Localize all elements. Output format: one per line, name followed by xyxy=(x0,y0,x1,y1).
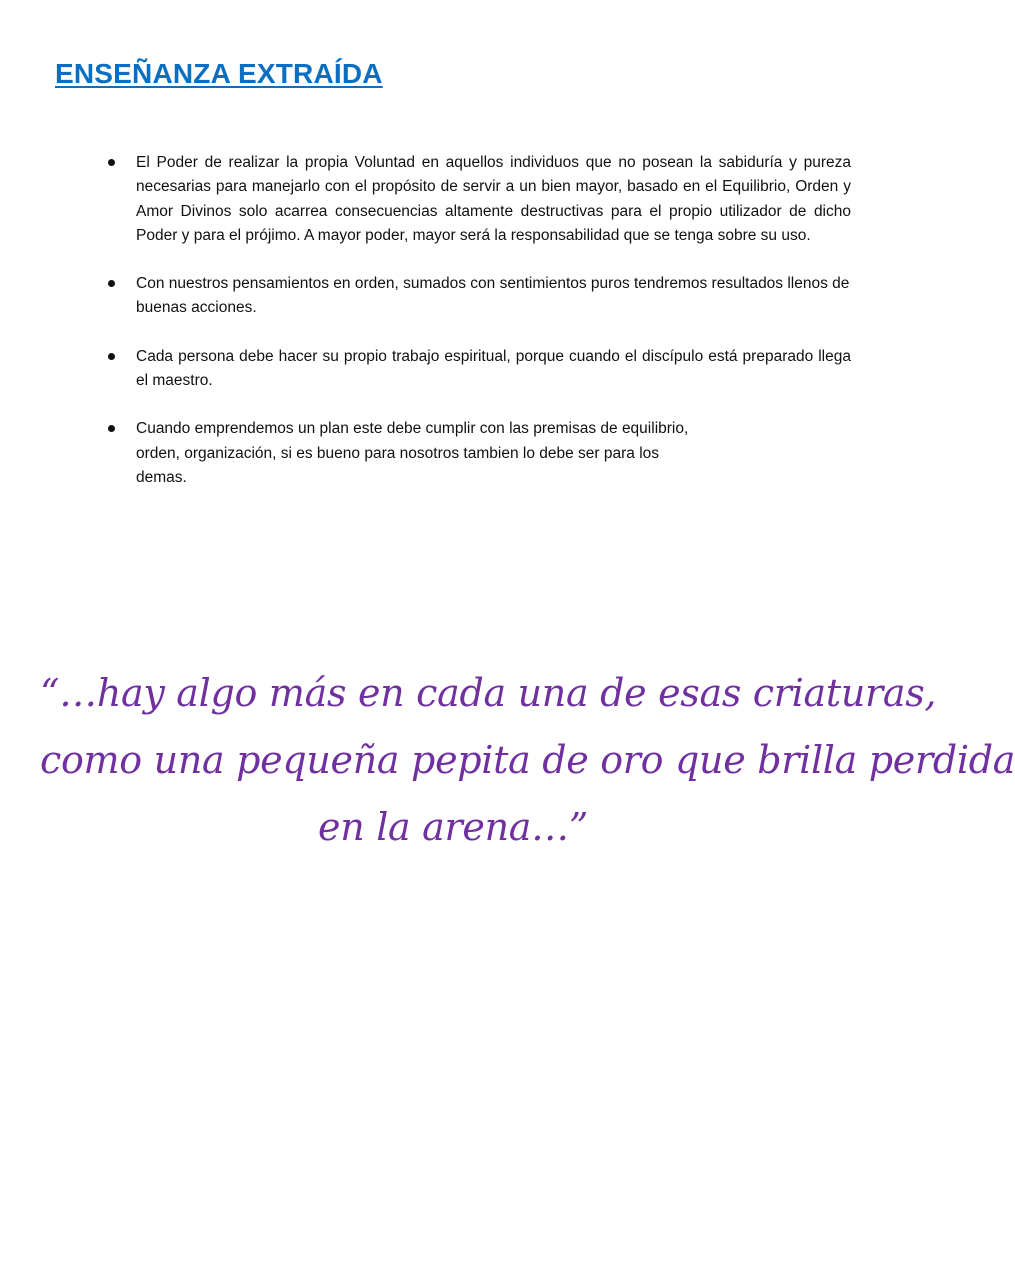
list-item xyxy=(0,272,906,321)
bullet-icon xyxy=(108,353,115,360)
list-item-text: El Poder de realizar la propia Voluntad en aquellos individuos que no posean la sabiduría y pureza necesarias para manejarlo con el propósito de servir a un bien mayor, basado en el Equilibrio, Orden y Amor Divinos solo acarrea consecuencias altamente destructivas para el propio utilizador de dicho Poder y para el prójimo. A mayor poder, mayor será la responsabilidad que se tenga sobre su uso. xyxy=(136,154,851,244)
list-item xyxy=(0,417,906,490)
quote-line: como una pequeña pepita de oro que brilla perdida xyxy=(40,738,1015,782)
bullet-icon xyxy=(108,425,115,432)
quote-line: “…hay algo más en cada una de esas criaturas, xyxy=(40,671,937,715)
list-item-line: demas. xyxy=(136,468,187,486)
quote-line: en la arena…” xyxy=(318,805,588,849)
lesson-bullet-list xyxy=(0,151,906,514)
bullet-icon xyxy=(108,280,115,287)
page-title: ENSEÑANZA EXTRAÍDA xyxy=(55,58,383,89)
list-item xyxy=(0,151,906,248)
list-item xyxy=(0,345,906,394)
list-item-text: Cada persona debe hacer su propio trabajo espiritual, porque cuando el discípulo está preparado llega el maestro. xyxy=(136,347,851,390)
bullet-icon xyxy=(108,159,115,166)
list-item-text: Con nuestros pensamientos en orden, sumados con sentimientos puros tendremos resultados llenos de buenas acciones. xyxy=(136,275,850,317)
list-item-line: orden, organización, si es bueno para nosotros tambien lo debe ser para los xyxy=(136,444,660,462)
quote-block xyxy=(40,660,1015,861)
list-item-line: Cuando emprendemos un plan este debe cumplir con las premisas de equilibrio, xyxy=(136,420,689,438)
